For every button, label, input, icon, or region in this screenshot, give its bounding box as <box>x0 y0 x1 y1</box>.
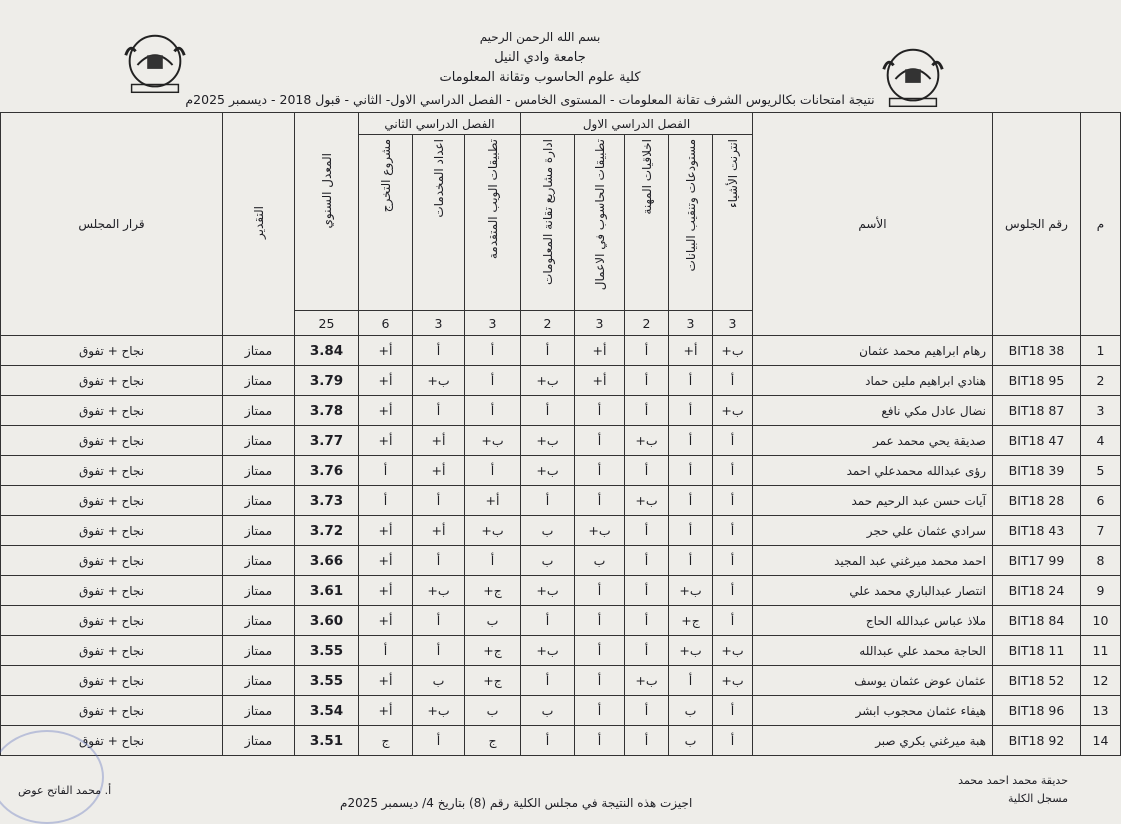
header-grade: التقدير <box>223 113 295 336</box>
row-index: 9 <box>1081 576 1121 606</box>
subject-grade: أ <box>669 456 713 486</box>
subject-grade: ب+ <box>465 426 521 456</box>
subject-grade: أ <box>575 666 625 696</box>
subject-grade: ب+ <box>413 366 465 396</box>
student-name: انتصار عبدالباري محمد علي <box>753 576 993 606</box>
row-index: 13 <box>1081 696 1121 726</box>
seat-number: BIT18 47 <box>993 426 1081 456</box>
subject-grade: ب+ <box>521 636 575 666</box>
subject-grade: أ <box>669 426 713 456</box>
basmala: بسم الله الرحمن الرحيم <box>479 30 601 44</box>
seat-number: BIT18 92 <box>993 726 1081 756</box>
subject-grade: أ+ <box>413 456 465 486</box>
subject-grade: ب+ <box>575 516 625 546</box>
subject-grade: أ <box>625 336 669 366</box>
header-seat-number: رقم الجلوس <box>993 113 1081 336</box>
subject-grade: أ+ <box>359 366 413 396</box>
grade-rating: ممتاز <box>223 456 295 486</box>
subject-grade: أ <box>625 726 669 756</box>
subject-grade: أ <box>575 636 625 666</box>
subject-grade: ب+ <box>713 396 753 426</box>
seat-number: BIT18 95 <box>993 366 1081 396</box>
header-subject-servers: اعداد المخدمات <box>413 135 465 311</box>
header-subject-business-apps: تطبيقات الحاسوب في الاعمال <box>575 135 625 311</box>
subject-grade: ب <box>465 696 521 726</box>
subject-grade: أ <box>575 726 625 756</box>
annual-gpa: 3.78 <box>295 396 359 426</box>
subject-grade: ب+ <box>669 576 713 606</box>
table-row <box>1 426 1121 456</box>
subject-grade: أ+ <box>575 336 625 366</box>
annual-gpa: 3.84 <box>295 336 359 366</box>
council-decision: نجاح + تفوق <box>1 576 223 606</box>
council-decision: نجاح + تفوق <box>1 666 223 696</box>
header-subject-advanced-web: تطبيقات الويب المتقدمة <box>465 135 521 311</box>
council-decision: نجاح + تفوق <box>1 336 223 366</box>
stamp-mark <box>0 730 104 824</box>
credit-hours: 3 <box>465 311 521 336</box>
subject-grade: أ+ <box>413 516 465 546</box>
subject-grade: أ+ <box>359 666 413 696</box>
subject-grade: أ+ <box>575 366 625 396</box>
subject-grade: أ+ <box>359 396 413 426</box>
subject-grade: أ <box>413 486 465 516</box>
annual-gpa: 3.73 <box>295 486 359 516</box>
subject-grade: أ <box>359 486 413 516</box>
council-decision: نجاح + تفوق <box>1 366 223 396</box>
subject-grade: ب+ <box>465 516 521 546</box>
subject-grade: ب <box>521 546 575 576</box>
results-title: نتيجة امتحانات بكالريوس الشرف تقانة المعلومات - المستوى الخامس - الفصل الدراسي الاول- الثاني - قبول 2018 - ديسمبر 2025م <box>185 92 875 107</box>
student-name: صديقة يحي محمد عمر <box>753 426 993 456</box>
subject-grade: ج+ <box>669 606 713 636</box>
annual-gpa: 3.55 <box>295 666 359 696</box>
subject-grade: أ+ <box>359 606 413 636</box>
table-row <box>1 696 1121 726</box>
row-index: 14 <box>1081 726 1121 756</box>
subject-grade: أ <box>359 456 413 486</box>
subject-grade: أ <box>413 726 465 756</box>
subject-grade: أ <box>465 366 521 396</box>
seat-number: BIT18 84 <box>993 606 1081 636</box>
table-row <box>1 666 1121 696</box>
seat-number: BIT18 39 <box>993 456 1081 486</box>
header-name: الأسم <box>753 113 993 336</box>
subject-grade: أ <box>575 576 625 606</box>
header-council-decision: قرار المجلس <box>1 113 223 336</box>
table-row <box>1 366 1121 396</box>
subject-grade: ب+ <box>625 666 669 696</box>
subject-grade: أ <box>575 696 625 726</box>
row-index: 8 <box>1081 546 1121 576</box>
seat-number: BIT18 11 <box>993 636 1081 666</box>
grade-rating: ممتاز <box>223 486 295 516</box>
subject-grade: أ <box>575 456 625 486</box>
annual-gpa: 3.55 <box>295 636 359 666</box>
subject-grade: أ <box>625 396 669 426</box>
annual-gpa: 3.72 <box>295 516 359 546</box>
row-index: 10 <box>1081 606 1121 636</box>
subject-grade: أ <box>465 396 521 426</box>
council-decision: نجاح + تفوق <box>1 696 223 726</box>
signature-left: أ. محمد الفاتح عوض <box>18 784 112 797</box>
subject-grade: ب+ <box>521 426 575 456</box>
annual-gpa: 3.66 <box>295 546 359 576</box>
grade-rating: ممتاز <box>223 606 295 636</box>
subject-grade: ج <box>359 726 413 756</box>
subject-grade: ب <box>575 546 625 576</box>
row-index: 1 <box>1081 336 1121 366</box>
subject-grade: أ <box>413 636 465 666</box>
council-decision: نجاح + تفوق <box>1 486 223 516</box>
header-subject-graduation-project: مشروع التخرج <box>359 135 413 311</box>
header-subject-ethics: اخلاقيات المهنة <box>625 135 669 311</box>
grade-rating: ممتاز <box>223 636 295 666</box>
subject-grade: أ <box>713 726 753 756</box>
council-decision: نجاح + تفوق <box>1 426 223 456</box>
subject-grade: أ <box>713 606 753 636</box>
credit-hours: 3 <box>669 311 713 336</box>
subject-grade: أ+ <box>359 696 413 726</box>
council-decision: نجاح + تفوق <box>1 726 223 756</box>
grade-rating: ممتاز <box>223 546 295 576</box>
seat-number: BIT18 38 <box>993 336 1081 366</box>
university-name: جامعة وادي النيل <box>494 50 586 65</box>
student-name: احمد محمد ميرغني عبد المجيد <box>753 546 993 576</box>
subject-grade: أ+ <box>413 426 465 456</box>
student-name: هيفاء عثمان محجوب ابشر <box>753 696 993 726</box>
subject-grade: أ <box>521 666 575 696</box>
subject-grade: أ <box>521 336 575 366</box>
subject-grade: ب <box>669 696 713 726</box>
subject-grade: أ <box>669 516 713 546</box>
subject-grade: أ <box>521 396 575 426</box>
credit-hours: 3 <box>575 311 625 336</box>
credit-hours: 2 <box>625 311 669 336</box>
subject-grade: ب+ <box>625 486 669 516</box>
results-table <box>0 112 1121 756</box>
subject-grade: أ <box>625 516 669 546</box>
subject-grade: أ <box>669 366 713 396</box>
subject-grade: أ+ <box>359 546 413 576</box>
row-index: 4 <box>1081 426 1121 456</box>
header-subject-data-warehouses: مستودعات وتنقيب البيانات <box>669 135 713 311</box>
header-annual-gpa: المعدل السنوي <box>295 113 359 311</box>
council-decision: نجاح + تفوق <box>1 636 223 666</box>
row-index: 12 <box>1081 666 1121 696</box>
subject-grade: أ+ <box>359 576 413 606</box>
subject-grade: أ <box>413 336 465 366</box>
subject-grade: أ <box>625 456 669 486</box>
subject-grade: ب+ <box>413 696 465 726</box>
registrar-role: مسجل الكلية <box>1008 792 1068 805</box>
credit-hours: 3 <box>413 311 465 336</box>
table-row <box>1 456 1121 486</box>
header-subject-iot: انترنت الأشياء <box>713 135 753 311</box>
row-index: 11 <box>1081 636 1121 666</box>
subject-grade: أ <box>625 696 669 726</box>
table-row <box>1 636 1121 666</box>
grade-rating: ممتاز <box>223 396 295 426</box>
subject-grade: أ <box>625 636 669 666</box>
table-row <box>1 516 1121 546</box>
subject-grade: أ <box>575 396 625 426</box>
subject-grade: أ <box>521 486 575 516</box>
subject-grade: أ <box>465 546 521 576</box>
council-decision: نجاح + تفوق <box>1 606 223 636</box>
row-index: 7 <box>1081 516 1121 546</box>
signature-right <box>958 772 1068 808</box>
subject-grade: ب+ <box>413 576 465 606</box>
council-decision: نجاح + تفوق <box>1 546 223 576</box>
subject-grade: ج+ <box>465 636 521 666</box>
row-index: 6 <box>1081 486 1121 516</box>
subject-grade: أ <box>413 606 465 636</box>
subject-grade: أ <box>669 546 713 576</box>
subject-grade: أ+ <box>669 336 713 366</box>
subject-grade: أ+ <box>359 336 413 366</box>
subject-grade: ج+ <box>465 576 521 606</box>
credit-hours: 3 <box>713 311 753 336</box>
subject-grade: ب+ <box>521 456 575 486</box>
subject-grade: ب+ <box>713 336 753 366</box>
subject-grade: أ <box>713 366 753 396</box>
header-subject-it-project-mgmt: ادارة مشاريع تقانة المعلومات <box>521 135 575 311</box>
grade-rating: ممتاز <box>223 516 295 546</box>
subject-grade: أ+ <box>465 486 521 516</box>
table-row <box>1 576 1121 606</box>
annual-gpa: 3.77 <box>295 426 359 456</box>
grade-rating: ممتاز <box>223 696 295 726</box>
approval-note: اجيزت هذه النتيجة في مجلس الكلية رقم (8) بتاريخ 4/ ديسمبر 2025م <box>340 796 693 810</box>
faculty-name: كلية علوم الحاسوب وتقانة المعلومات <box>439 70 641 85</box>
seat-number: BIT18 28 <box>993 486 1081 516</box>
seat-number: BIT17 99 <box>993 546 1081 576</box>
subject-grade: أ <box>669 666 713 696</box>
subject-grade: أ <box>575 606 625 636</box>
student-name: آيات حسن عبد الرحيم حمد <box>753 486 993 516</box>
subject-grade: أ <box>521 726 575 756</box>
subject-grade: أ <box>713 426 753 456</box>
seat-number: BIT18 24 <box>993 576 1081 606</box>
council-decision: نجاح + تفوق <box>1 396 223 426</box>
subject-grade: ب+ <box>625 426 669 456</box>
row-index: 2 <box>1081 366 1121 396</box>
table-row <box>1 546 1121 576</box>
subject-grade: أ <box>625 606 669 636</box>
subject-grade: أ <box>413 396 465 426</box>
seat-number: BIT18 96 <box>993 696 1081 726</box>
subject-grade: أ <box>669 486 713 516</box>
grade-rating: ممتاز <box>223 426 295 456</box>
subject-grade: أ <box>575 426 625 456</box>
seat-number: BIT18 87 <box>993 396 1081 426</box>
student-name: ملاذ عباس عبدالله الحاج <box>753 606 993 636</box>
subject-grade: أ <box>625 576 669 606</box>
subject-grade: ب+ <box>713 636 753 666</box>
credit-hours-total: 25 <box>295 311 359 336</box>
subject-grade: ب+ <box>713 666 753 696</box>
subject-grade: ب <box>669 726 713 756</box>
grade-rating: ممتاز <box>223 726 295 756</box>
table-row <box>1 726 1121 756</box>
header-semester-1: الفصل الدراسي الاول <box>521 113 753 135</box>
subject-grade: أ <box>625 366 669 396</box>
subject-grade: أ <box>575 486 625 516</box>
subject-grade: ب <box>465 606 521 636</box>
subject-grade: أ <box>713 576 753 606</box>
subject-grade: ج+ <box>465 666 521 696</box>
table-row <box>1 606 1121 636</box>
credit-hours: 2 <box>521 311 575 336</box>
seat-number: BIT18 52 <box>993 666 1081 696</box>
header-index: م <box>1081 113 1121 336</box>
subject-grade: ب <box>521 516 575 546</box>
grade-rating: ممتاز <box>223 576 295 606</box>
annual-gpa: 3.76 <box>295 456 359 486</box>
registrar-name: حديقة محمد احمد محمد <box>958 774 1068 787</box>
annual-gpa: 3.79 <box>295 366 359 396</box>
subject-grade: أ+ <box>359 426 413 456</box>
council-decision: نجاح + تفوق <box>1 456 223 486</box>
subject-grade: ب <box>413 666 465 696</box>
subject-grade: أ <box>713 456 753 486</box>
subject-grade: أ <box>713 546 753 576</box>
table-row <box>1 396 1121 426</box>
grade-rating: ممتاز <box>223 336 295 366</box>
header-semester-2: الفصل الدراسي الثاني <box>359 113 521 135</box>
subject-grade: أ <box>359 636 413 666</box>
subject-grade: أ <box>465 336 521 366</box>
annual-gpa: 3.54 <box>295 696 359 726</box>
grade-rating: ممتاز <box>223 666 295 696</box>
subject-grade: أ+ <box>359 516 413 546</box>
subject-grade: أ <box>521 606 575 636</box>
subject-grade: ب+ <box>669 636 713 666</box>
subject-grade: ب+ <box>521 576 575 606</box>
subject-grade: أ <box>669 396 713 426</box>
row-index: 5 <box>1081 456 1121 486</box>
subject-grade: ب <box>521 696 575 726</box>
subject-grade: أ <box>413 546 465 576</box>
table-row <box>1 486 1121 516</box>
annual-gpa: 3.60 <box>295 606 359 636</box>
student-name: رؤى عبدالله محمدعلي احمد <box>753 456 993 486</box>
annual-gpa: 3.51 <box>295 726 359 756</box>
row-index: 3 <box>1081 396 1121 426</box>
student-name: هبة ميرغني بكري صبر <box>753 726 993 756</box>
credit-hours: 6 <box>359 311 413 336</box>
student-name: سرادي عثمان علي حجر <box>753 516 993 546</box>
subject-grade: ب+ <box>521 366 575 396</box>
student-name: هنادي ابراهيم ملين حماد <box>753 366 993 396</box>
annual-gpa: 3.61 <box>295 576 359 606</box>
grade-rating: ممتاز <box>223 366 295 396</box>
student-name: عثمان عوض عثمان يوسف <box>753 666 993 696</box>
subject-grade: أ <box>465 456 521 486</box>
subject-grade: أ <box>713 696 753 726</box>
council-decision: نجاح + تفوق <box>1 516 223 546</box>
subject-grade: أ <box>625 546 669 576</box>
student-name: نضال عادل مكي نافع <box>753 396 993 426</box>
subject-grade: أ <box>713 516 753 546</box>
subject-grade: أ <box>713 486 753 516</box>
table-row <box>1 336 1121 366</box>
subject-grade: ج <box>465 726 521 756</box>
seat-number: BIT18 43 <box>993 516 1081 546</box>
student-name: رهام ابراهيم محمد عثمان <box>753 336 993 366</box>
student-name: الحاجة محمد علي عبدالله <box>753 636 993 666</box>
